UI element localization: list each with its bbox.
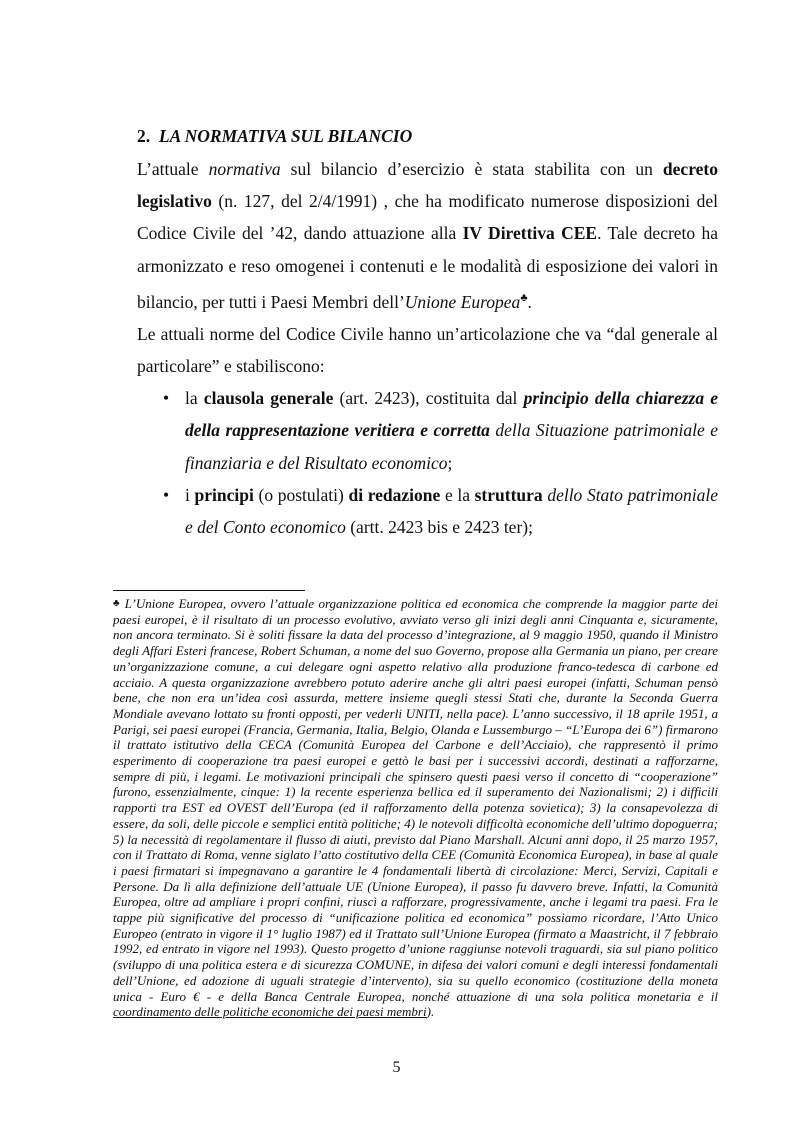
text-run-bold-italic: principio della chiarezza e della rappresentazione veritiera e corretta xyxy=(185,388,719,441)
text-run: e la xyxy=(440,484,475,505)
list-item xyxy=(137,479,718,543)
text-run-italic: della Situazione patrimoniale e finanziaria e del Risultato economico xyxy=(185,420,718,473)
text-run-bold: clausola generale xyxy=(203,388,334,409)
paragraph-norme: Le attuali norme del Codice Civile hanno un’articolazione che va “dal generale al particolare” e stabiliscono: xyxy=(137,323,718,377)
text-run: . xyxy=(527,291,532,312)
footnote-mark: ♣ xyxy=(113,598,121,609)
text-run-bold: struttura xyxy=(474,484,543,505)
text-run-bold: principi xyxy=(194,484,254,505)
footnote-end: ). xyxy=(426,1004,435,1020)
text-run-italic: Unione Europea xyxy=(404,291,521,312)
bullet-list xyxy=(137,382,718,543)
text-run: (art. 2423), costituita dal xyxy=(333,388,524,409)
text-run: . Tale decreto ha armonizzato e reso omogenei i contenuti e le modalità di esposizione dei valori in bilancio, per tutti i Paesi Membri dell’ xyxy=(137,223,719,312)
footnote-text: L’Unione Europea, ovvero l’attuale organizzazione politica ed economica che comprende la maggior parte dei paesi europei, è il risultato di un processo evolutivo, avviato verso gli inizi degli anni Cinquanta e, sicuramente, non ancora terminato. Si è soliti fissare la data del processo d’integrazione, al 9 maggio 1950, quando il Ministro degli Affari Esteri francese, Robert Schuman, a nome del suo Governo, propose alla Germania un piano, per creare un’organizzazione comune, a cui delegare ogni aspetto relativo alla produzione franco-tedesca di carbone ed acciaio. A questa organizzazione avrebbero potuto aderire anche gli altri paesi europei (infatti, Schuman pensò bene, che non era un’idea così assurda, mettere insieme quegli stessi Stati che, durante la Seconda Guerra Mondiale avevano lottato su fronti opposti, per vederli UNITI, nella pace). L’anno successivo, il 18 aprile 1951, a Parigi, sei paesi europei (Francia, Germania, Italia, Belgio, Olanda e Lussemburgo – “L’Europa dei 6”) firmarono il trattato istitutivo della CECA (Comunità Europea del Carbone e dell’Acciaio), che rappresentò il primo esperimento di cooperazione tra paesi europei e gettò le basi per i successivi accordi, destinati a rafforzarne, sempre di più, i legami. Le motivazioni principali che spinsero questi paesi verso il concetto di “cooperazione” furono, essenzialmente, cinque: 1) la recente esperienza bellica ed il superamento dei Nazionalismi; 2) i difficili rapporti tra EST ed OVEST dell’Europa (ed il rafforzamento della potenza sovietica); 3) la consapevolezza di essere, da soli, delle piccole e semplici entità politiche; 4) le notevoli difficoltà economiche dell’ultimo dopoguerra; 5) la necessità di regolamentare il flusso di aiuti, previsto dal Piano Marshall. Alcuni anni dopo, il 25 marzo 1957, con il Trattato di Roma, venne siglato l’atto costitutivo della CEE (Comunità Economica Europea), in base al quale i paesi firmatari si impegnavano a garantire le 4 fondamentali libertà di circolazione: Merci, Servizi, Capitali e Persone. Da lì alla definizione dell’attuale UE (Unione Europea), il passo fu davvero breve. Infatti, la Comunità Europea, oltre ad ampliare i propri confini, riuscì a rafforzare, progressivamente, anche i legami tra paesi. Fra le tappe più significative del processo di “unificazione politica ed economica” possiamo ricordare, l’Atto Unico Europeo (entrato in vigore il 1° luglio 1987) ed il Trattato sull’Unione Europea (firmato a Maastricht, il 7 febbraio 1992, ed entrato in vigore nel 1993). Questo progetto d’unione raggiunse notevoli traguardi, sia sul piano politico (sviluppo di una politica estera e di sicurezza COMUNE, in difesa dei valori comuni e degli interessi fondamentali dell’Unione, ed adozione di uguali strategie d’intervento), sia su quello economico (costituzione della moneta unica - Euro € - e della Banca Centrale Europea, nonché attuazione di una sola politica monetaria e il xyxy=(113,596,719,1004)
text-run: sul bilancio d’esercizio è stata stabilita con un xyxy=(280,159,663,179)
text-run: (o postulati) xyxy=(253,484,349,505)
text-run: (n. 127, del 2/4/1991) , che ha modificato numerose disposizioni del Codice Civile del ’42, dando attuazione alla xyxy=(137,191,718,244)
paragraph-normativa xyxy=(137,153,718,318)
text-run: i xyxy=(185,484,195,505)
text-run: L’attuale xyxy=(137,159,209,179)
text-run: la xyxy=(185,388,204,409)
text-run-italic: normativa xyxy=(208,159,281,179)
section-heading xyxy=(137,126,412,147)
bullet-icon: • xyxy=(163,388,170,409)
section-title: LA NORMATIVA SUL BILANCIO xyxy=(158,126,413,146)
text-run-bold: di redazione xyxy=(348,484,441,505)
text-run: ; xyxy=(447,452,453,473)
footnote xyxy=(113,596,718,1020)
page-number: 5 xyxy=(392,1059,401,1076)
footnote-underlined-text: coordinamento delle politiche economiche dei paesi membri xyxy=(113,1004,427,1020)
section-number: 2. xyxy=(137,126,151,146)
text-run-bold: decreto legislativo xyxy=(137,159,718,212)
list-item xyxy=(137,382,718,479)
bullet-icon: • xyxy=(163,484,170,505)
text-run-bold: IV Direttiva CEE xyxy=(462,223,598,244)
text-run-italic: dello Stato patrimoniale e del Conto economico xyxy=(185,484,718,538)
footnote-reference-mark[interactable]: ♣ xyxy=(520,291,528,304)
text-run: (artt. 2423 bis e 2423 ter); xyxy=(345,517,533,538)
body-text xyxy=(137,153,718,543)
footnote-separator xyxy=(113,590,305,591)
